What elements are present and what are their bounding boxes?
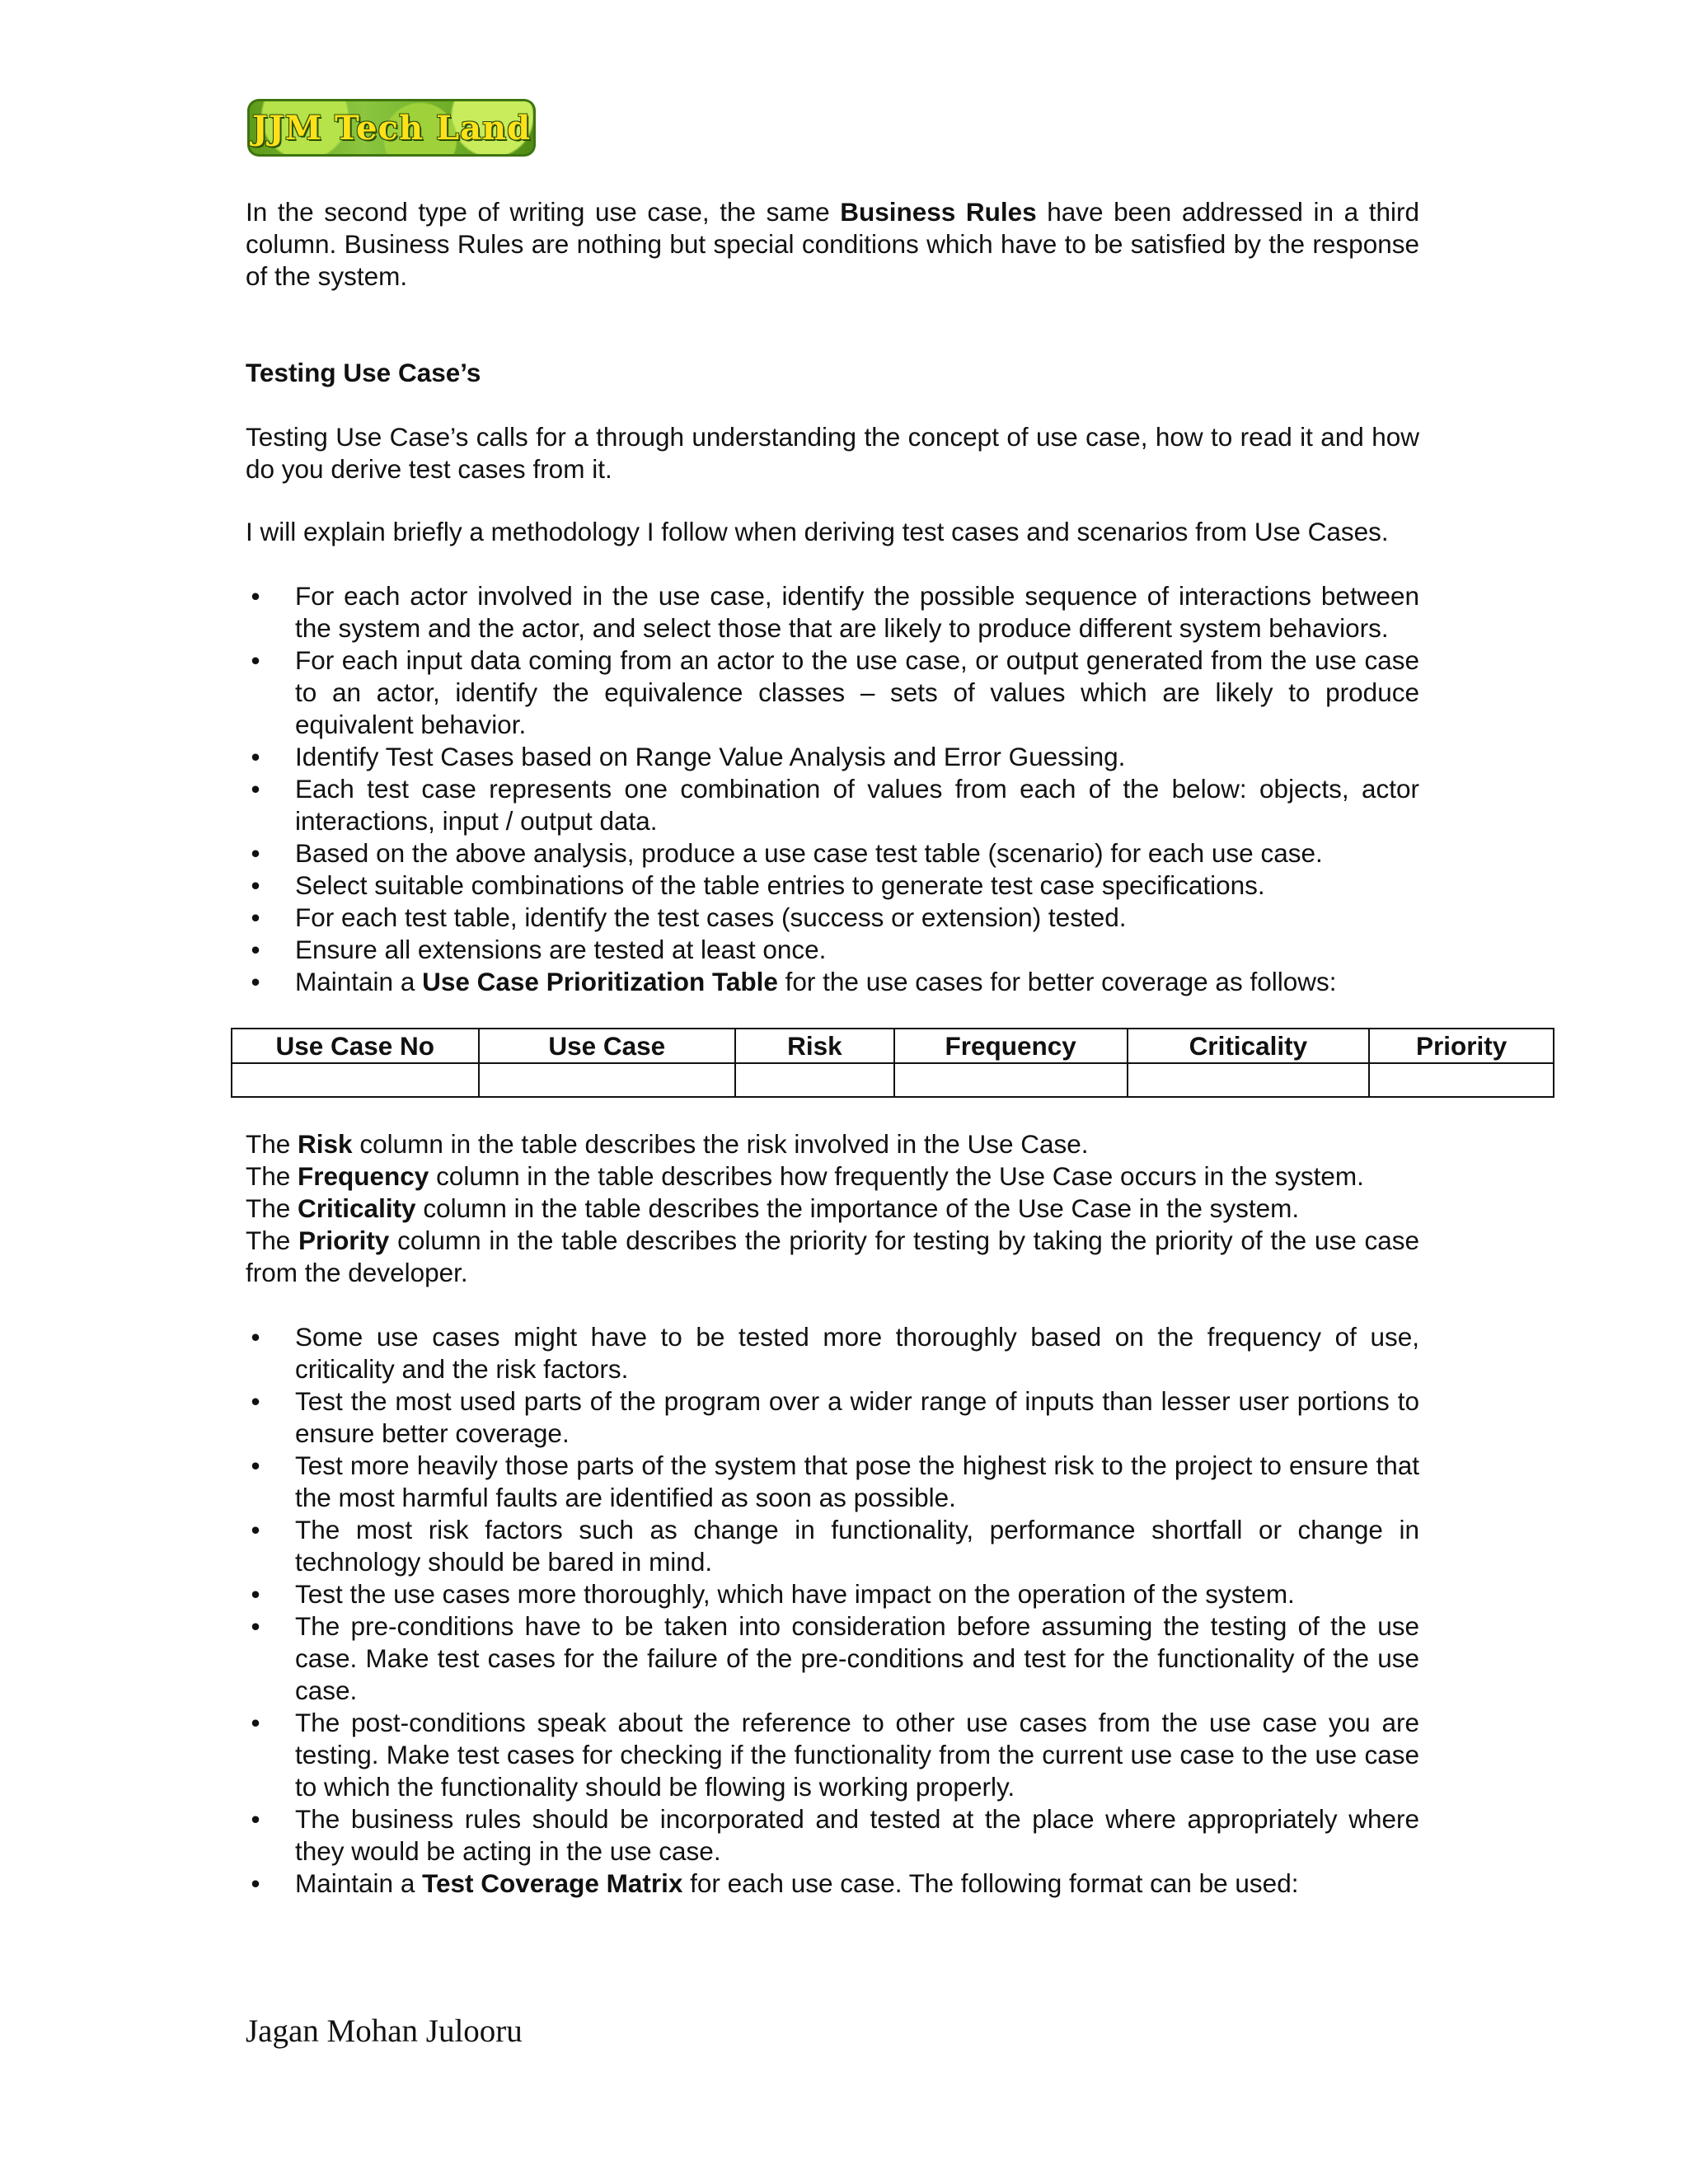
list-item-text: Each test case represents one combination of values from each of the below: objects, actor interactions, input / output data. [295,774,1419,836]
bullet-icon: • [251,1579,260,1609]
bullet-icon: • [251,1804,260,1834]
list-item [246,1578,1419,1610]
bullet-icon: • [251,1322,260,1352]
list-item [246,1868,1419,1900]
list-item [246,1450,1419,1514]
definition-text-pre: The [246,1161,298,1191]
list-item-text: For each test table, identify the test cases (success or extension) tested. [295,902,1127,932]
list-item [246,837,1419,869]
column-header-frequency: Frequency [894,1029,1128,1063]
paragraph-methodology: I will explain briefly a methodology I follow when deriving test cases and scenarios from Use Cases. [246,517,1389,546]
list-item-text: Some use cases might have to be tested more thoroughly based on the frequency of use, criticality and the risk factors. [295,1322,1419,1384]
definition-term: Risk [298,1129,353,1159]
bullet-icon: • [251,935,260,964]
logo-text: JJM Tech Land [251,108,532,148]
list-item [246,741,1419,773]
list-item-text: For each actor involved in the use case, identify the possible sequence of interactions between the system and the actor, and select those that are likely to produce different system behaviors. [295,581,1419,643]
column-header-use-case: Use Case [479,1029,736,1063]
list-item-text: Test the use cases more thoroughly, which have impact on the operation of the system. [295,1579,1295,1609]
definition-criticality [246,1193,1419,1225]
list-item-text: Test the most used parts of the program over a wider range of inputs than lesser user portions to ensure better coverage. [295,1386,1419,1448]
list-item-text-pre: Maintain a [295,1868,423,1898]
definition-term: Frequency [298,1161,429,1191]
bullet-icon: • [251,838,260,868]
definition-text-pre: The [246,1226,299,1255]
list-item [246,869,1419,902]
definition-text-post: column in the table describes the priority for testing by taking the priority of the use case from the developer. [246,1226,1420,1287]
column-header-risk: Risk [735,1029,894,1063]
column-header-priority: Priority [1369,1029,1554,1063]
table-cell [894,1063,1128,1097]
list-item-text: For each input data coming from an actor to the use case, or output generated from the use case to an actor, identify the equivalence classes – sets of values which are likely to produce equivalent behavior. [295,645,1419,739]
table-cell [479,1063,736,1097]
list-item-text: The most risk factors such as change in functionality, performance shortfall or change in technology should be bared in mind. [295,1515,1419,1577]
intro-paragraph [246,196,1419,293]
list-item [246,1385,1419,1450]
use-case-prioritization-table [231,1028,1554,1098]
list-item-text: Test more heavily those parts of the system that pose the highest risk to the project to ensure that the most harmful faults are identified as soon as possible. [295,1451,1419,1512]
list-item [246,1321,1419,1385]
table-cell [1128,1063,1370,1097]
intro-text-bold: Business Rules [840,197,1037,227]
definition-frequency [246,1160,1419,1193]
list-item-text-bold: Use Case Prioritization Table [422,967,778,996]
methodology-bullet-list [246,580,1419,998]
definition-priority [246,1225,1419,1289]
table-cell [735,1063,894,1097]
bullet-icon: • [251,870,260,900]
paragraph-understanding: Testing Use Case’s calls for a through understanding the concept of use case, how to read it and how do you derive test cases from it. [246,422,1419,484]
column-definitions [246,1128,1419,1289]
list-item [246,1803,1419,1868]
list-item [246,1707,1419,1803]
list-item-text: Based on the above analysis, produce a use case test table (scenario) for each use case. [295,838,1323,868]
list-item [246,580,1419,644]
list-item-text: Identify Test Cases based on Range Value Analysis and Error Guessing. [295,742,1126,771]
table-row [232,1063,1554,1097]
bullet-icon: • [251,1611,260,1641]
list-item [246,644,1419,741]
jjm-tech-land-logo [247,99,536,157]
list-item-text: The pre-conditions have to be taken into consideration before assuming the testing of the use case. Make test cases for the failure of the pre-conditions and test for the functionality of the use case. [295,1611,1419,1705]
testing-guidelines-bullet-list [246,1321,1419,1900]
bullet-icon: • [251,774,260,804]
document-body [246,196,1507,1900]
definition-text-post: column in the table describes the importance of the Use Case in the system. [415,1193,1300,1223]
list-item [246,966,1419,998]
table-header-row [232,1029,1554,1063]
list-item [246,934,1419,966]
column-header-use-case-no: Use Case No [232,1029,479,1063]
definition-term: Criticality [298,1193,416,1223]
list-item-text: Ensure all extensions are tested at least once. [295,935,827,964]
bullet-icon: • [251,902,260,932]
table-cell [232,1063,479,1097]
bullet-icon: • [251,581,260,611]
list-item-text-bold: Test Coverage Matrix [422,1868,683,1898]
bullet-icon: • [251,1868,260,1898]
list-item-text-post: for the use cases for better coverage as follows: [777,967,1337,996]
bullet-icon: • [251,1708,260,1737]
definition-text-pre: The [246,1129,298,1159]
bullet-icon: • [251,1451,260,1480]
definition-text-post: column in the table describes the risk involved in the Use Case. [352,1129,1089,1159]
bullet-icon: • [251,645,260,675]
definition-text-post: column in the table describes how frequently the Use Case occurs in the system. [429,1161,1364,1191]
intro-text-post: have been addressed in a third column. Business Rules are nothing but special conditions which have to be satisfied by the response of the system. [246,197,1419,291]
list-item-text: The post-conditions speak about the reference to other use cases from the use case you are testing. Make test cases for checking if the functionality from the current use case to the use case to which the functionality should be flowing is working properly. [295,1708,1419,1802]
list-item-text-pre: Maintain a [295,967,423,996]
list-item [246,1610,1419,1707]
definition-term: Priority [298,1226,390,1255]
list-item-text: Select suitable combinations of the table entries to generate test case specifications. [295,870,1265,900]
bullet-icon: • [251,1515,260,1544]
list-item [246,1514,1419,1578]
bullet-icon: • [251,1386,260,1416]
list-item-text: The business rules should be incorporated and tested at the place where appropriately where they would be acting in the use case. [295,1804,1419,1866]
bullet-icon: • [251,967,260,996]
column-header-criticality: Criticality [1128,1029,1370,1063]
list-item-text-post: for each use case. The following format can be used: [682,1868,1299,1898]
intro-text-pre: In the second type of writing use case, the same [246,197,841,227]
list-item [246,773,1419,837]
bullet-icon: • [251,742,260,771]
list-item [246,902,1419,934]
table-cell [1369,1063,1554,1097]
definition-text-pre: The [246,1193,298,1223]
section-heading: Testing Use Case’s [246,358,481,387]
definition-risk [246,1128,1419,1160]
page-footer-author: Jagan Mohan Julooru [246,2013,523,2049]
